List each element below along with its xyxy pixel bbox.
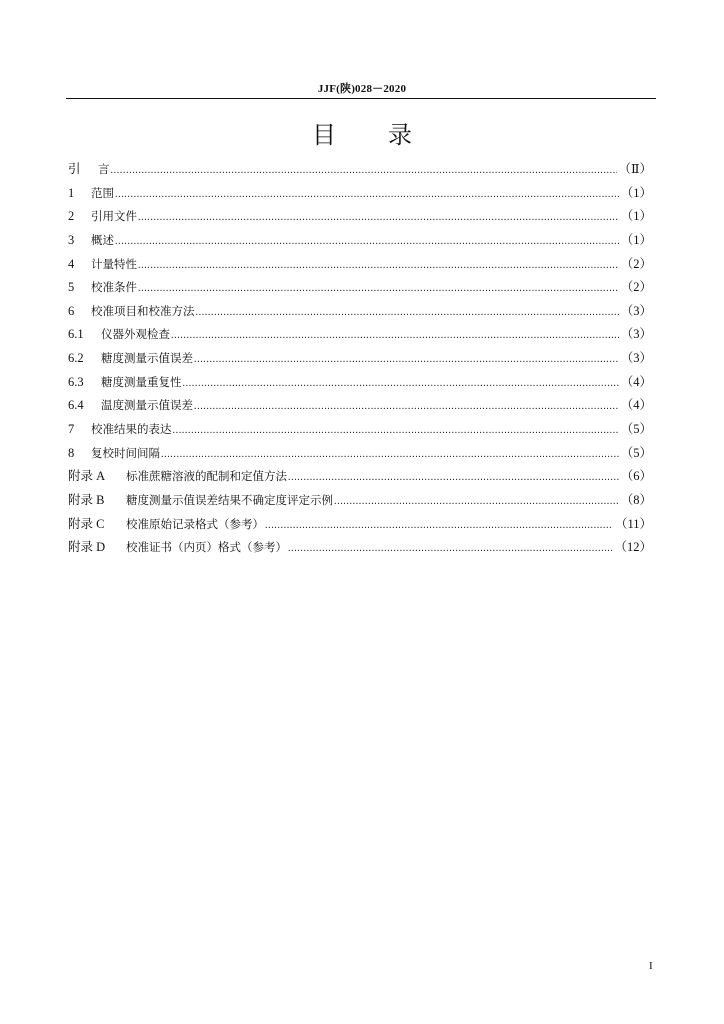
toc-entry-5[interactable] — [68, 276, 652, 300]
toc-entry-6-1[interactable] — [68, 323, 652, 347]
toc-entry-number: 3 — [68, 232, 75, 247]
toc-entry-title: 计量特性 — [91, 256, 137, 271]
toc-entry-appendix-a[interactable] — [68, 465, 652, 489]
toc-entry-introduction[interactable] — [68, 158, 652, 182]
toc-entry-number: 1 — [68, 185, 75, 200]
toc-entry-appendix-b[interactable] — [68, 489, 652, 513]
toc-entry-title: 校准原始记录格式（参考） — [126, 516, 264, 531]
table-of-contents — [68, 158, 652, 560]
toc-entry-8[interactable] — [68, 442, 652, 466]
toc-entry-page: （2） — [620, 280, 652, 295]
toc-entry-number: 7 — [68, 422, 75, 437]
toc-entry-page: （6） — [620, 469, 652, 484]
toc-entry-page: （1） — [620, 209, 652, 224]
toc-entry-title: 校准条件 — [91, 280, 137, 295]
toc-entry-title: 复校时间间隔 — [91, 445, 160, 460]
document-code-header: JJF(陕)028－2020 — [317, 83, 407, 95]
toc-entry-6-4[interactable] — [68, 394, 652, 418]
toc-entry-page: （11） — [614, 516, 652, 531]
toc-entry-page: （8） — [620, 492, 652, 507]
toc-entry-number: 引 — [68, 162, 81, 176]
toc-entry-2[interactable] — [68, 205, 652, 229]
toc-entry-4[interactable] — [68, 253, 652, 277]
toc-leader-dots — [138, 254, 619, 278]
toc-entry-title: 糖度测量示值误差 — [101, 351, 193, 366]
toc-leader-dots — [288, 537, 612, 561]
toc-entry-title: 概述 — [91, 232, 114, 247]
toc-leader-dots — [265, 514, 613, 538]
toc-entry-6-2[interactable] — [68, 347, 652, 371]
toc-entry-number: 6.1 — [68, 327, 84, 342]
toc-leader-dots — [111, 159, 617, 183]
page-number: I — [649, 960, 653, 972]
toc-entry-page: （5） — [620, 445, 652, 460]
toc-entry-page: （5） — [620, 422, 652, 437]
header-divider — [66, 98, 656, 99]
toc-entry-number: 6.3 — [68, 374, 84, 389]
toc-entry-page: （3） — [620, 303, 652, 318]
toc-leader-dots — [183, 372, 619, 396]
toc-entry-title: 言 — [98, 162, 110, 176]
toc-leader-dots — [194, 348, 619, 372]
toc-entry-page: （4） — [620, 398, 652, 413]
page-title: 目录 — [312, 121, 464, 149]
toc-leader-dots — [115, 183, 619, 207]
toc-entry-number: 5 — [68, 280, 75, 295]
toc-entry-appendix-c[interactable] — [68, 513, 652, 537]
toc-entry-page: （3） — [620, 327, 652, 342]
toc-entry-title: 校准证书（内页）格式（参考） — [126, 540, 287, 555]
toc-leader-dots — [138, 206, 619, 230]
toc-leader-dots — [115, 230, 619, 254]
toc-leader-dots — [288, 466, 619, 490]
toc-entry-number: 附录 A — [68, 469, 106, 484]
toc-leader-dots — [161, 443, 619, 467]
toc-entry-6[interactable] — [68, 300, 652, 324]
toc-entry-3[interactable] — [68, 229, 652, 253]
toc-entry-page: （1） — [620, 185, 652, 200]
toc-entry-title: 标准蔗糖溶液的配制和定值方法 — [126, 469, 287, 484]
toc-entry-title: 温度测量示值误差 — [101, 398, 193, 413]
toc-entry-title: 校准结果的表达 — [91, 422, 172, 437]
toc-entry-title: 范围 — [91, 185, 114, 200]
toc-leader-dots — [194, 395, 619, 419]
toc-entry-page: （2） — [620, 256, 652, 271]
toc-entry-title: 糖度测量示值误差结果不确定度评定示例 — [126, 492, 333, 507]
toc-entry-page: （1） — [620, 232, 652, 247]
toc-entry-number: 附录 B — [68, 492, 105, 507]
toc-entry-6-3[interactable] — [68, 371, 652, 395]
toc-entry-1[interactable] — [68, 182, 652, 206]
toc-leader-dots — [138, 277, 619, 301]
toc-entry-page: （3） — [620, 351, 652, 366]
toc-entry-number: 6.2 — [68, 351, 84, 366]
toc-leader-dots — [196, 301, 619, 325]
toc-entry-title: 校准项目和校准方法 — [91, 303, 195, 318]
toc-leader-dots — [334, 490, 619, 514]
toc-entry-page: （4） — [620, 374, 652, 389]
toc-entry-number: 附录 D — [68, 540, 106, 555]
toc-entry-number: 2 — [68, 209, 75, 224]
toc-entry-appendix-d[interactable] — [68, 536, 652, 560]
toc-entry-number: 4 — [68, 256, 75, 271]
toc-entry-number: 附录 C — [68, 516, 105, 531]
toc-leader-dots — [173, 419, 619, 443]
toc-entry-title: 引用文件 — [91, 209, 137, 224]
toc-entry-page: （Ⅱ） — [618, 162, 652, 176]
toc-leader-dots — [171, 324, 619, 348]
toc-entry-7[interactable] — [68, 418, 652, 442]
toc-entry-title: 仪器外观检查 — [101, 327, 170, 342]
toc-entry-number: 6 — [68, 303, 75, 318]
toc-entry-page: （12） — [614, 540, 652, 555]
toc-entry-title: 糖度测量重复性 — [101, 374, 182, 389]
toc-entry-number: 8 — [68, 445, 75, 460]
toc-entry-number: 6.4 — [68, 398, 84, 413]
